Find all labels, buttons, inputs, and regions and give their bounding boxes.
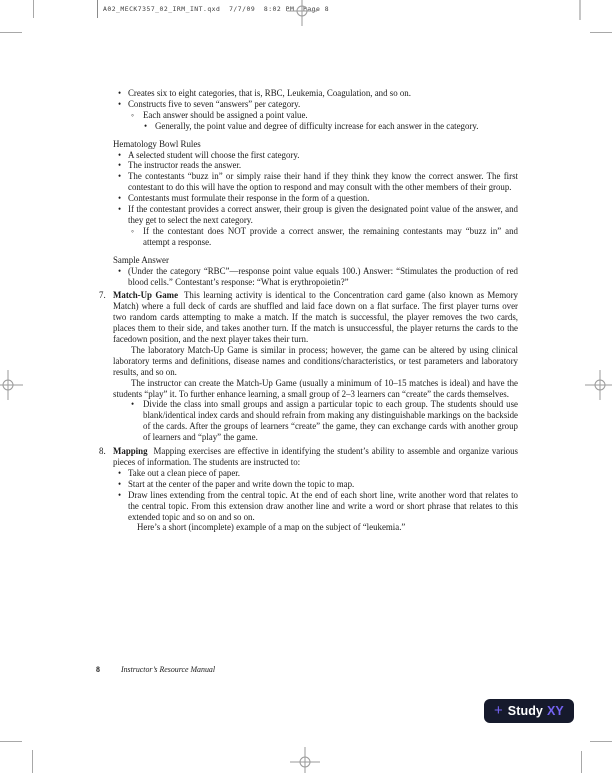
list-item <box>99 266 518 288</box>
list-item-text: Creates six to eight categories, that is, RBC, Leukemia, Coagulation, and so on. <box>128 88 411 98</box>
list-item <box>99 468 518 479</box>
list-item <box>99 160 518 171</box>
crop-mark <box>581 751 582 773</box>
list-item-text: Draw lines extending from the central topic. At the end of each short line, write another word that relates to the central topic. From this extension draw another line and write a word or short phrase that relates to this extended topic and so on and so on. <box>128 489 518 522</box>
list-item <box>99 150 518 161</box>
book-title: Instructor’s Resource Manual <box>120 665 216 674</box>
bullet-icon: • <box>118 88 122 98</box>
list-item <box>99 399 518 443</box>
list-item-text: If the contestant provides a correct answer, their group is given the designated point value of the answer, and they get to select the next category. <box>128 204 518 225</box>
bullet-icon: • <box>118 265 122 276</box>
list-item <box>99 99 518 110</box>
item-text: This learning activity is identical to the Concentration card game (also known as Memory Match) where a full deck of cards are shuffled and laid face down on a flat surface. The first player turns over two random cards attempting to make a match. If the match is successful, the player removes the two cards, places them to their side, and takes another turn. If the match is unsuccessful, the player returns the cards to the facedown position, and the next player takes their turn. <box>113 290 518 345</box>
numbered-item-8 <box>99 446 518 468</box>
bullet-icon: • <box>118 98 122 109</box>
plus-icon: + <box>494 702 503 719</box>
registration-mark-top-icon <box>287 0 317 26</box>
list-item <box>99 479 518 490</box>
bullet-icon: • <box>118 171 122 182</box>
crop-mark <box>0 32 22 33</box>
item-title: Mapping <box>113 446 148 457</box>
list-item-text: (Under the category “RBC”—response point value equals 100.) Answer: “Stimulates the production of red blood cells.” Contestant’s response: “What is erythropoietin?” <box>128 265 518 287</box>
crop-mark <box>590 32 612 33</box>
bullet-icon: • <box>131 399 135 410</box>
list-item-text: Constructs five to seven “answers” per category. <box>128 98 301 109</box>
list-item <box>99 110 518 121</box>
list-item <box>99 193 518 204</box>
crop-mark <box>33 0 34 18</box>
closing-line: Here’s a short (incomplete) example of a map on the subject of “leukemia.” <box>137 522 406 533</box>
list-item-text: Start at the center of the paper and write down the topic to map. <box>128 478 355 489</box>
studyxy-logo <box>484 699 574 723</box>
bullet-icon: • <box>118 204 122 215</box>
registration-mark-bottom-icon <box>290 747 320 773</box>
bullet-icon: • <box>118 160 122 171</box>
brand-suffix: XY <box>547 704 564 718</box>
list-item <box>99 88 518 99</box>
paragraph: The laboratory Match-Up Game is similar in process; however, the game can be altered by using clinical laboratory terms and definitions, disease names and conditions/characteristics, or test parameters and laboratory results, and so on. <box>113 344 518 377</box>
list-item <box>99 121 518 132</box>
list-item <box>99 171 518 193</box>
list-item-text: Contestants must formulate their response in the form of a question. <box>128 193 370 204</box>
list-item-text: Take out a clean piece of paper. <box>128 467 240 478</box>
item-number: 7. <box>99 290 106 301</box>
list-item <box>99 490 518 523</box>
list-item-text: Each answer should be assigned a point value. <box>143 109 308 120</box>
section-heading: Hematology Bowl Rules <box>113 138 201 149</box>
list-item-text: A selected student will choose the first category. <box>128 149 300 160</box>
list-item <box>99 204 518 226</box>
bullet-icon: • <box>118 193 122 204</box>
bullet-icon: • <box>118 149 122 160</box>
page-footer <box>96 665 215 674</box>
item-text: Mapping exercises are effective in identifying the student’s ability to assemble and organize various pieces of information. The students are instructed to: <box>113 446 518 467</box>
item-number: 8. <box>99 446 106 457</box>
brand-name: Study <box>507 704 543 718</box>
numbered-item-7 <box>99 290 518 345</box>
section-heading: Sample Answer <box>113 254 169 265</box>
slug-divider <box>97 0 98 18</box>
print-slug-text: A02_MECK7357_02_IRM_INT.qxd 7/7/09 8:02 PM Page 8 <box>103 5 330 13</box>
list-item <box>99 226 518 248</box>
bullet-icon: • <box>144 120 148 131</box>
item-title: Match-Up Game <box>113 290 179 301</box>
bullet-icon: • <box>118 467 122 478</box>
circle-bullet-icon: ◦ <box>131 109 135 120</box>
list-item-text: The contestants “buzz in” or simply raise their hand if they think they know the correct answer. The first contestant to do this will have the option to respond and may consult with the other members of their group. <box>128 171 518 193</box>
registration-mark-left-icon <box>0 370 23 400</box>
page-content <box>99 88 518 533</box>
registration-mark-right-icon <box>585 370 612 400</box>
bullet-icon: • <box>118 478 122 489</box>
paragraph: The instructor can create the Match-Up Game (usually a minimum of 10–15 matches is ideal) and have the students “play” it. To further enhance learning, a small group of 2–3 learners can “create” the cards themselves. <box>113 377 518 399</box>
page-number: 8 <box>96 665 100 674</box>
circle-bullet-icon: ◦ <box>131 225 135 236</box>
crop-mark <box>590 741 612 742</box>
list-item-text: Divide the class into small groups and assign a particular topic to each group. The students should use blank/identical index cards and should refrain from making any distinguishable markings on the backside of the cards. After the groups of learners “create” the game, they can exchange cards with another group of learners and “play” the game. <box>143 399 518 443</box>
crop-mark <box>0 741 22 742</box>
bullet-icon: • <box>118 489 122 500</box>
list-item-text: The instructor reads the answer. <box>128 160 242 171</box>
list-item-text: Generally, the point value and degree of difficulty increase for each answer in the category. <box>155 120 479 131</box>
crop-mark <box>32 750 33 773</box>
crop-mark <box>579 0 581 20</box>
list-item-text: If the contestant does NOT provide a correct answer, the remaining contestants may “buzz in” and attempt a response. <box>143 225 518 247</box>
